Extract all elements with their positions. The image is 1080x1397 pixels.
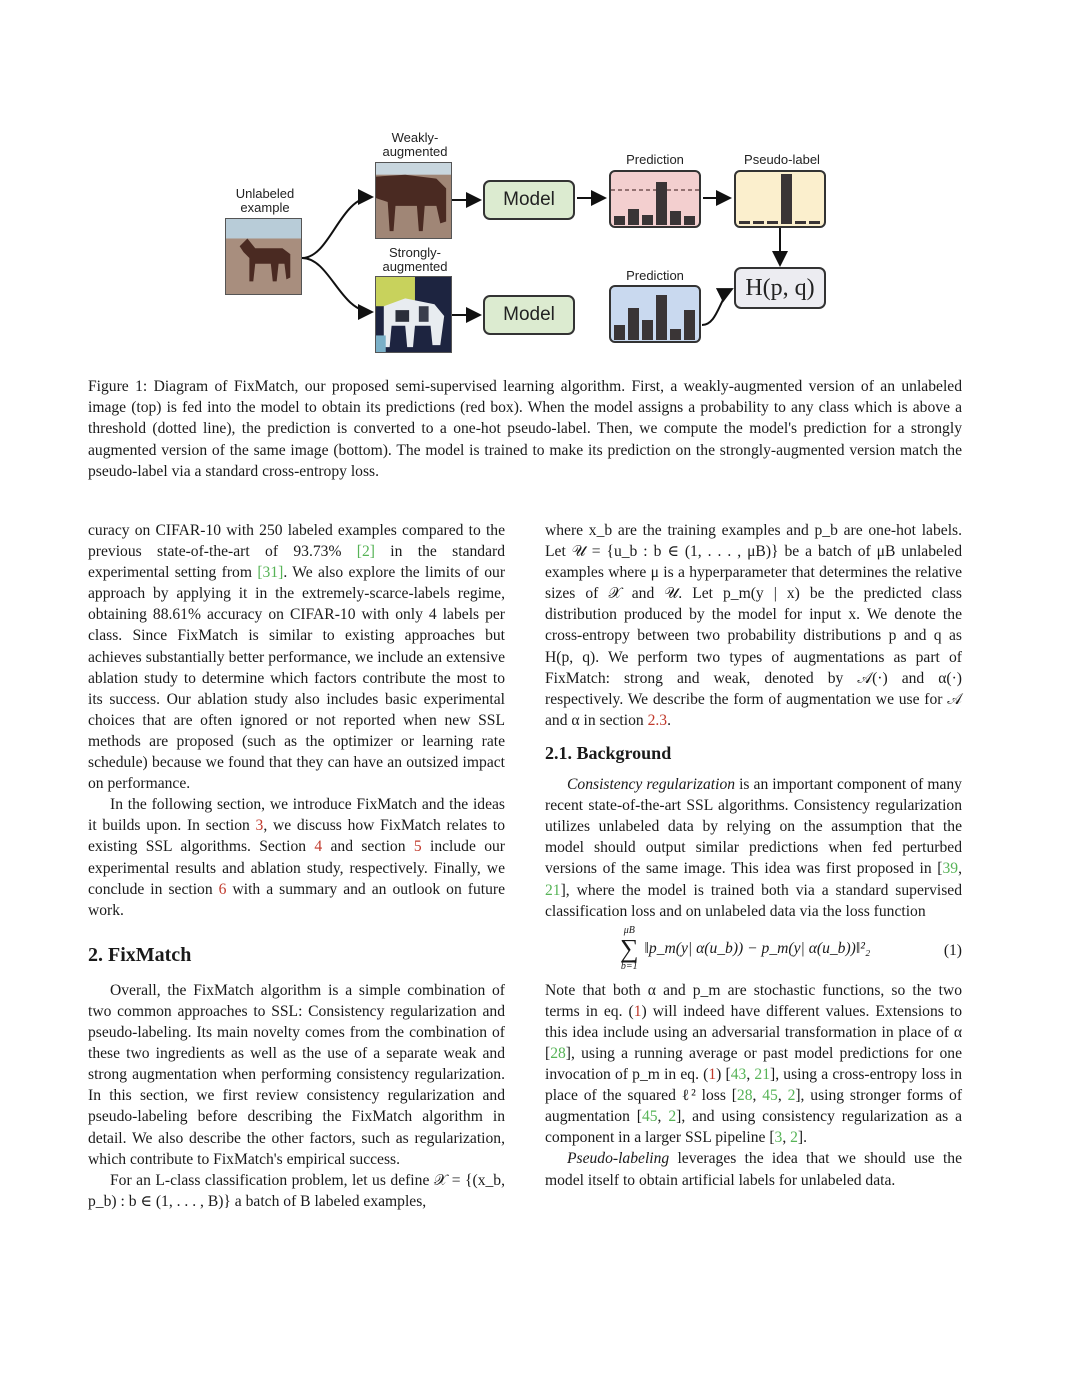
paragraph-fixmatch-overview: Overall, the FixMatch algorithm is a simple combination of two common approaches to SSL: Consistency regularization and pseudo-labeling. Its main novelty comes from the combination of these two ingredients as well as the use of a separate weak and strong augmentation when performing consistency regularization. In this section, we first review consistency regularization and pseudo-labeling before describing the FixMatch algorithm in detail. We also describe the other factors, such as regularization, which contribute to FixMatch's empirical success.	[88, 981, 505, 1168]
prediction-weak-chart	[609, 170, 701, 228]
equation-ref-link[interactable]: 1	[708, 1066, 717, 1084]
pseudo-label-chart	[734, 170, 826, 228]
prediction-strong-bars	[611, 287, 699, 341]
loss-formula: H(p, q)	[745, 274, 815, 301]
citation-link[interactable]: 2	[790, 1129, 798, 1147]
citation-link[interactable]: [31]	[257, 564, 284, 582]
citation-link[interactable]: 2	[787, 1087, 796, 1105]
unlabeled-horse-image	[225, 218, 302, 295]
strongly-augmented-label: Strongly-augmented	[382, 245, 448, 274]
equation-body: ‖p_m(y| α(u_b)) − p_m(y| α(u_b))‖²₂	[644, 940, 871, 958]
fixmatch-diagram	[220, 125, 840, 360]
citation-link[interactable]: 39	[942, 860, 959, 878]
citation-link[interactable]: 28	[550, 1044, 566, 1062]
paragraph-extensions: Note that both α and p_m are stochastic functions, so the two terms in eq. (1) will indeed have different values. Extensions to this idea include using an adversarial transformation in place of α [28], using a running average or past model predictions for one invocation of p_m in eq. (1) [43, 21], using a cross-entropy loss in place of the squared ℓ² loss [28, 45, 2], using stronger forms of augmentation [45, 2], and using consistency regularization as a component in a larger SSL pipeline [3, 2].	[545, 981, 963, 1147]
section-ref-link[interactable]: 5	[413, 838, 422, 856]
citation-link[interactable]: 28	[736, 1087, 753, 1105]
prediction-bottom-label: Prediction	[626, 268, 684, 283]
paragraph-outline: In the following section, we introduce FixMatch and the ideas it builds upon. In section 3, we discuss how FixMatch relates to existing SSL algorithms. Section 4 and section 5 include our experimental results and ablation study, respectively. Finally, we conclude in section 6 with a summary and an outlook on future work.	[88, 796, 506, 919]
citation-link[interactable]: 21	[545, 881, 561, 899]
prediction-weak-bars	[611, 172, 699, 226]
section-ref-link[interactable]: 4	[314, 838, 323, 856]
weakly-augmented-image	[375, 162, 452, 239]
figure-caption: Figure 1: Diagram of FixMatch, our proposed semi-supervised learning algorithm. First, a weakly-augmented version of an unlabeled image (top) is fed into the model to obtain its predictions (red box). When the model assigns a probability to any class which is above a threshold (dotted line), the prediction is converted to a one-hot pseudo-label. Then, we compute the model's prediction for a strongly augmented version of the same image (bottom). The model is trained to make its prediction on the strongly-augmented version match the pseudo-label via a standard cross-entropy loss.	[88, 378, 962, 480]
citation-link[interactable]: 45	[762, 1087, 778, 1105]
paragraph-intro-results: curacy on CIFAR-10 with 250 labeled examples compared to the previous state-of-the-art of 93.73% [2] in the standard experimental setting from [31]. We also explore the limits of our approach by applying it in the extremely-scarce-labels regime, obtaining 88.61% accuracy on CIFAR-10 with only 4 labels per class. Since FixMatch is similar to existing approaches but achieves substantially better performance, we include an extensive ablation study to determine which factors contribute the most to its success. Our ablation study also includes basic experimental choices that are often ignored or not reported when new SSL methods are proposed (such as the optimizer or learning rate schedule) because we found that they can have an outsized impact on performance.	[88, 522, 506, 793]
paragraph-consistency-regularization: Consistency regularization is an important component of many recent state-of-the-art SSL algorithms. Consistency regularization utilizes unlabeled data by relying on the assumption that the model should output similar predictions when fed perturbed versions of the same image. This idea was first proposed in [39, 21], where the model is trained both via a standard supervised classification loss and on unlabeled data via the loss function	[545, 776, 962, 920]
model-box-strong: Model	[483, 295, 575, 335]
section-ref-link[interactable]: 2.3	[647, 711, 668, 729]
pseudo-label-label: Pseudo-label	[744, 152, 820, 167]
prediction-top-label: Prediction	[626, 152, 684, 167]
weakly-augmented-label: Weakly-augmented	[382, 130, 448, 159]
summation-symbol: μB ∑ b=1	[620, 924, 639, 972]
paragraph-labeled-batch-definition: For an L-class classification problem, let us define 𝒳 = {(x_b, p_b) : b ∈ (1, . . . , B)} a batch of B labeled examples,	[88, 1171, 505, 1210]
left-column	[88, 520, 505, 1212]
pseudo-label-bars	[736, 172, 824, 226]
equation-number: (1)	[943, 941, 962, 959]
citation-link[interactable]: 3	[774, 1129, 783, 1147]
citation-link[interactable]: 2	[668, 1108, 677, 1126]
paragraph-pseudo-labeling: Pseudo-labeling leverages the idea that we should use the model itself to obtain artificial labels for unlabeled data.	[545, 1150, 962, 1189]
citation-link[interactable]: 45	[641, 1108, 658, 1126]
unlabeled-example-label: Unlabeled example	[235, 186, 295, 215]
citation-link[interactable]: 21	[754, 1066, 771, 1084]
prediction-strong-chart	[609, 285, 701, 343]
subsection-heading-background: 2.1. Background	[545, 742, 672, 763]
section-heading-fixmatch: 2. FixMatch	[88, 943, 192, 966]
section-ref-link[interactable]: 3	[255, 817, 264, 835]
right-column	[545, 520, 962, 1191]
equation-ref-link[interactable]: 1	[633, 1002, 642, 1020]
paragraph-notation: where x_b are the training examples and p_b are one-hot labels. Let 𝒰 = {u_b : b ∈ (1, . . . , μB)} be a batch of μB unlabeled examples where μ is a hyperparameter that determines the relative sizes of 𝒳 and 𝒰. Let p_m(y | x) be the predicted class distribution produced by the model for input x. We denote the cross-entropy between two probability distributions p and q as H(p, q). We perform two types of augmentations as part of FixMatch: strong and weak, denoted by 𝒜(·) and α(·) respectively. We describe the form of augmentation we use for 𝒜 and α in section 2.3.	[545, 522, 962, 729]
cross-entropy-loss-box	[734, 267, 826, 309]
model-box-weak: Model	[483, 180, 575, 220]
equation-1	[545, 922, 962, 980]
section-ref-link[interactable]: 6	[218, 880, 227, 898]
strongly-augmented-image	[375, 276, 452, 353]
citation-link[interactable]: 43	[730, 1066, 747, 1084]
citation-link[interactable]: [2]	[356, 543, 375, 561]
